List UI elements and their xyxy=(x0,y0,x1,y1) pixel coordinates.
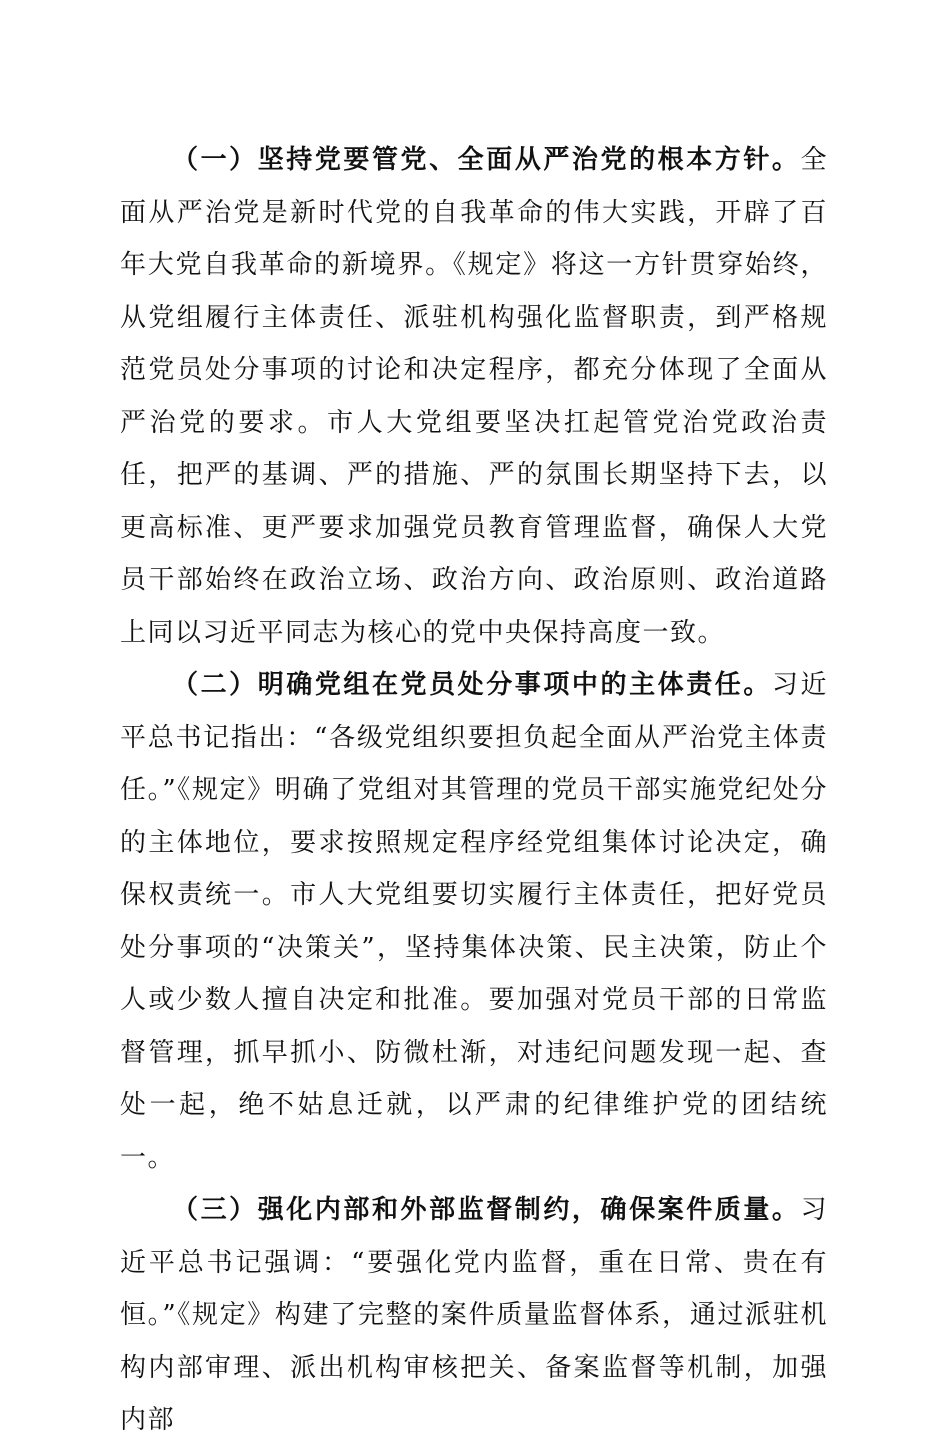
paragraph-3-text: 习近平总书记强调：“要强化党内监督，重在日常、贵在有恒。”《规定》构建了完整的案件质量监督体系，通过派驻机构内部审理、派出机构审核把关、备案监督等机制，加强内部 xyxy=(120,1195,828,1435)
paragraph-3 xyxy=(120,1184,828,1447)
paragraph-3-heading: （三）强化内部和外部监督制约，确保案件质量。 xyxy=(172,1195,801,1225)
document-body xyxy=(120,134,828,1447)
paragraph-1-heading: （一）坚持党要管党、全面从严治党的根本方针。 xyxy=(172,145,801,175)
paragraph-2-heading: （二）明确党组在党员处分事项中的主体责任。 xyxy=(172,670,772,700)
paragraph-2-text: 习近平总书记指出：“各级党组织要担负起全面从严治党主体责任。”《规定》明确了党组对其管理的党员干部实施党纪处分的主体地位，要求按照规定程序经党组集体讨论决定，确保权责统一。市人大党组要切实履行主体责任，把好党员处分事项的“决策关”，坚持集体决策、民主决策，防止个人或少数人擅自决定和批准。要加强对党员干部的日常监督管理，抓早抓小、防微杜渐，对违纪问题发现一起、查处一起，绝不姑息迁就，以严肃的纪律维护党的团结统一。 xyxy=(120,670,828,1173)
paragraph-2 xyxy=(120,659,828,1184)
paragraph-1 xyxy=(120,134,828,659)
paragraph-1-text: 全面从严治党是新时代党的自我革命的伟大实践，开辟了百年大党自我革命的新境界。《规定》将这一方针贯穿始终，从党组履行主体责任、派驻机构强化监督职责，到严格规范党员处分事项的讨论和决定程序，都充分体现了全面从严治党的要求。市人大党组要坚决扛起管党治党政治责任，把严的基调、严的措施、严的氛围长期坚持下去，以更高标准、更严要求加强党员教育管理监督，确保人大党员干部始终在政治立场、政治方向、政治原则、政治道路上同以习近平同志为核心的党中央保持高度一致。 xyxy=(120,145,828,648)
